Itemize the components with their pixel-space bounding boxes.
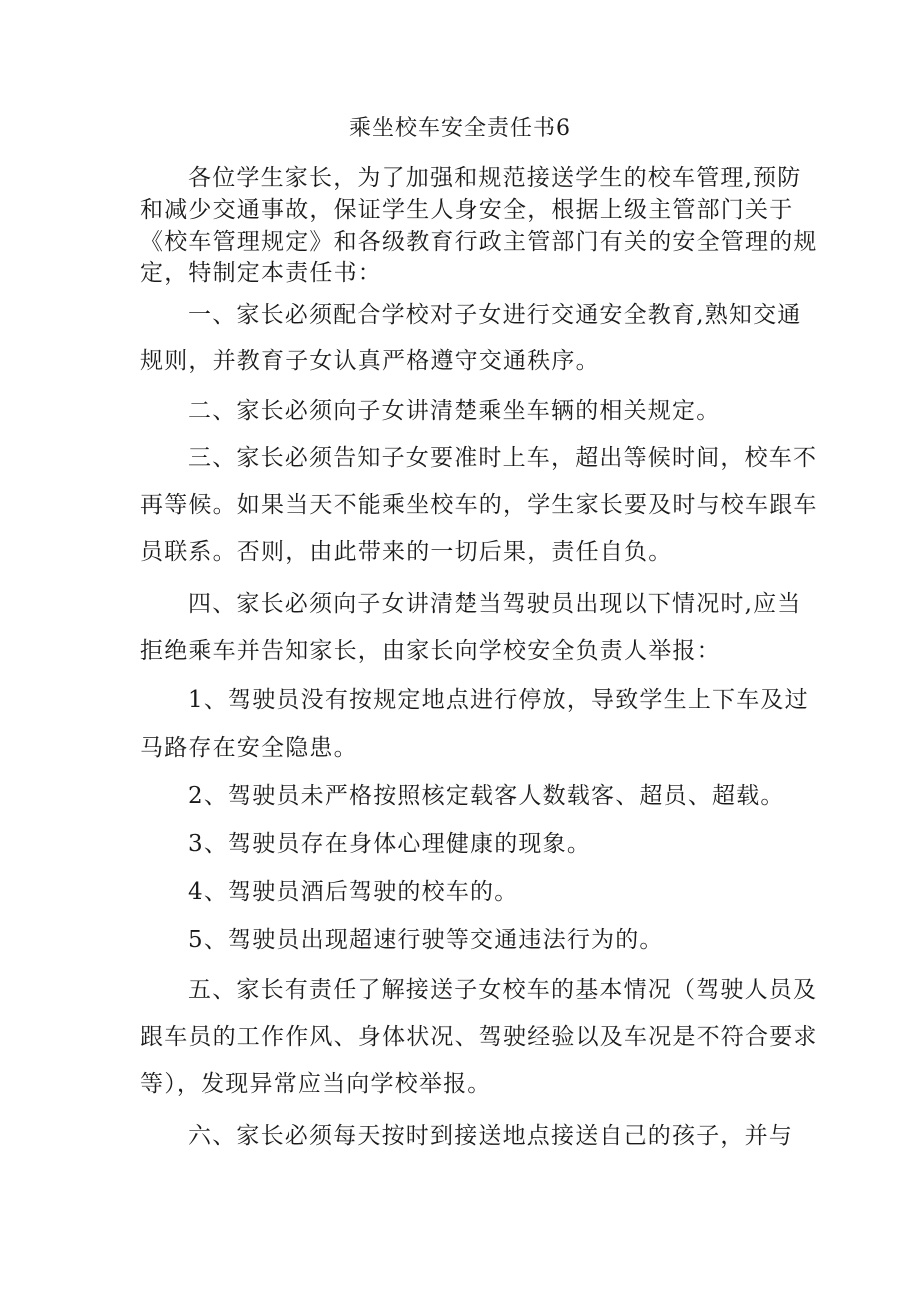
text-line: 4、驾驶员酒后驾驶的校车的。 [188,879,519,905]
text-line: 3、驾驶员存在身体心理健康的现象。 [188,831,592,857]
text-line: 跟车员的工作作风、身体状况、驾驶经验以及车况是不符合要求 [140,1024,818,1050]
text-line: 员联系。否则，由此带来的一切后果，责任自负。 [140,539,673,565]
text-line: 规则，并教育子女认真严格遵守交通秩序。 [140,348,600,374]
text-line: 三、家长必须告知子女要准时上车，超出等候时间，校车不 [188,445,818,471]
text-line: 二、家长必须向子女讲清楚乘坐车辆的相关规定。 [188,398,721,424]
text-line: 拒绝乘车并告知家长，由家长向学校安全负责人举报： [140,638,721,664]
document-title: 乘坐校车安全责任书6 [349,116,571,141]
text-line: 等），发现异常应当向学校举报。 [140,1071,492,1097]
text-line: 1、驾驶员没有按规定地点进行停放，导致学生上下车及过 [188,687,809,713]
text-line: 定，特制定本责任书： [140,260,382,286]
text-line: 六、家长必须每天按时到接送地点接送自己的孩子，并与 [188,1123,793,1149]
text-line: 马路存在安全隐患。 [140,735,358,761]
text-line: 和减少交通事故，保证学生人身安全，根据上级主管部门关于 [140,197,794,223]
text-line: 5、驾驶员出现超速行驶等交通违法行为的。 [188,927,664,953]
text-line: 一、家长必须配合学校对子女进行交通安全教育,熟知交通 [188,302,802,328]
text-line: 五、家长有责任了解接送子女校车的基本情况（驾驶人员及 [188,977,818,1003]
text-line: 《校车管理规定》和各级教育行政主管部门有关的安全管理的规 [140,229,818,255]
text-line: 四、家长必须向子女讲清楚当驾驶员出现以下情况时,应当 [188,591,802,617]
text-line: 2、驾驶员未严格按照核定载客人数载客、超员、超载。 [188,783,785,809]
text-line: 再等候。如果当天不能乘坐校车的，学生家长要及时与校车跟车 [140,492,818,518]
text-line: 各位学生家长，为了加强和规范接送学生的校车管理,预防 [188,165,802,191]
